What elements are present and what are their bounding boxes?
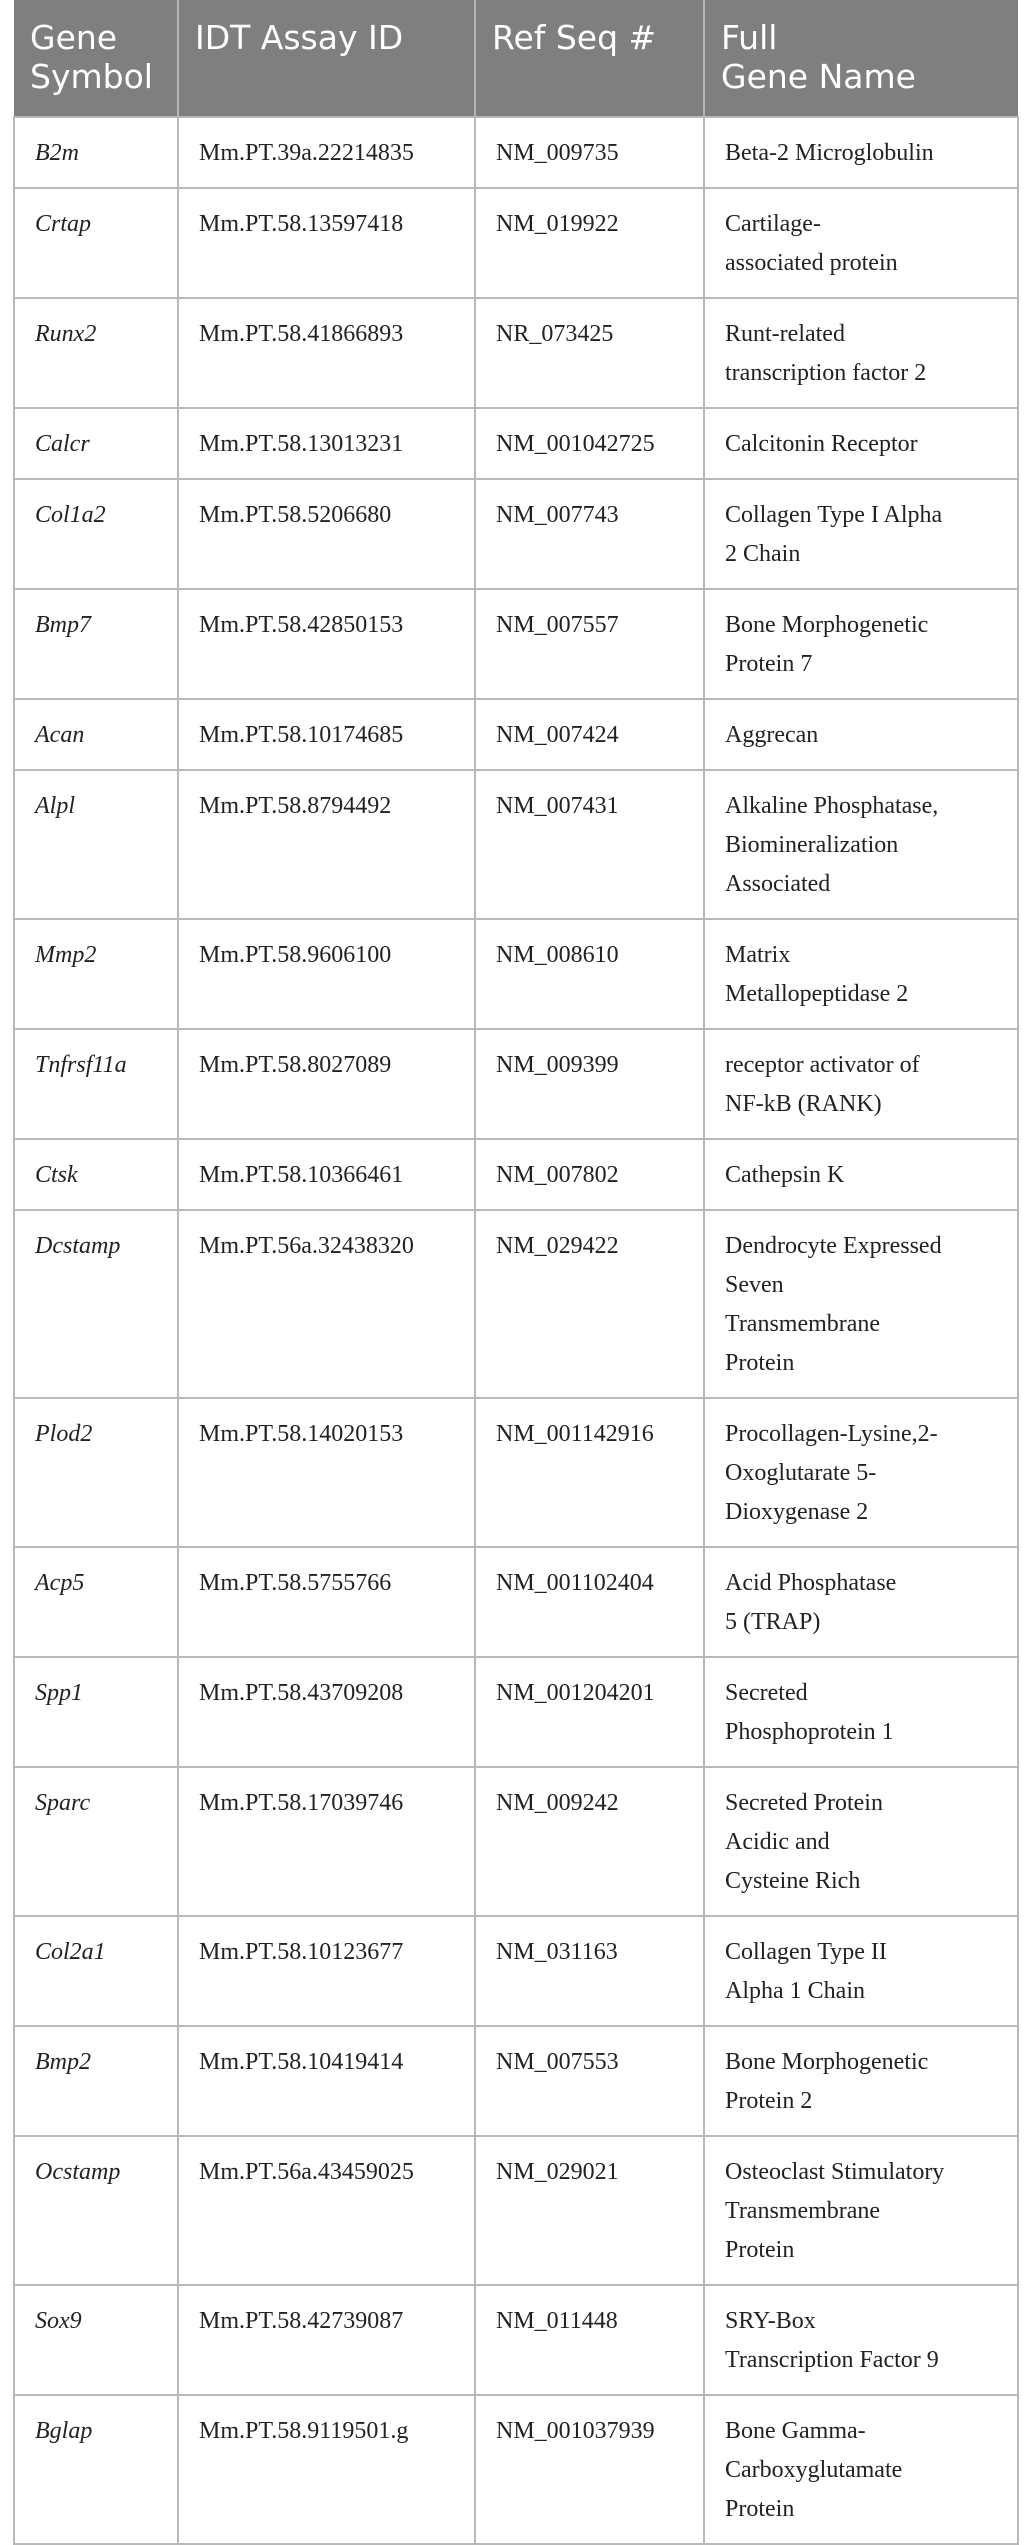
header-line: Gene Name	[721, 57, 916, 96]
table-row	[14, 408, 1018, 479]
gene-symbol-cell: Runx2	[14, 298, 178, 408]
table-row	[14, 1139, 1018, 1210]
ref-seq-cell: NM_007424	[475, 699, 704, 770]
gene-name-line: Seven	[725, 1272, 784, 1298]
header-gene-symbol	[14, 0, 178, 117]
gene-symbol-cell: Sparc	[14, 1767, 178, 1916]
gene-symbol-cell: Plod2	[14, 1398, 178, 1547]
full-gene-name-cell	[704, 1398, 1018, 1547]
gene-name-line: Bone Gamma-	[725, 2418, 866, 2444]
table-row	[14, 298, 1018, 408]
gene-symbol-cell: Dcstamp	[14, 1210, 178, 1398]
ref-seq-cell: NM_029422	[475, 1210, 704, 1398]
gene-symbol-cell: Sox9	[14, 2285, 178, 2395]
gene-symbol-cell: Acp5	[14, 1547, 178, 1657]
gene-name-line: Procollagen-Lysine,2-	[725, 1421, 938, 1447]
assay-id-cell: Mm.PT.58.10174685	[178, 699, 475, 770]
assay-id-cell: Mm.PT.58.42739087	[178, 2285, 475, 2395]
gene-name-line: Dendrocyte Expressed	[725, 1233, 942, 1259]
full-gene-name-cell	[704, 1139, 1018, 1210]
gene-symbol-cell: Mmp2	[14, 919, 178, 1029]
gene-symbol-cell: Alpl	[14, 770, 178, 919]
gene-name-line: Beta-2 Microglobulin	[725, 140, 934, 166]
gene-symbol-cell: Calcr	[14, 408, 178, 479]
gene-name-line: Osteoclast Stimulatory	[725, 2159, 945, 2185]
table-body	[14, 117, 1018, 2544]
full-gene-name-cell	[704, 408, 1018, 479]
full-gene-name-cell	[704, 919, 1018, 1029]
ref-seq-cell: NM_001037939	[475, 2395, 704, 2544]
gene-name-line: Oxoglutarate 5-	[725, 1460, 877, 1486]
table-row	[14, 1210, 1018, 1398]
gene-name-line: Protein 2	[725, 2088, 813, 2114]
table-row	[14, 770, 1018, 919]
gene-symbol-cell: Ocstamp	[14, 2136, 178, 2285]
full-gene-name-cell	[704, 589, 1018, 699]
header-line: Full	[721, 18, 778, 57]
table-row	[14, 479, 1018, 589]
assay-id-cell: Mm.PT.58.10419414	[178, 2026, 475, 2136]
table-row	[14, 2285, 1018, 2395]
gene-name-line: Acid Phosphatase	[725, 1570, 897, 1596]
table-row	[14, 1767, 1018, 1916]
assay-id-cell: Mm.PT.58.10366461	[178, 1139, 475, 1210]
header-line: Gene	[30, 18, 118, 57]
gene-name-line: Dioxygenase 2	[725, 1499, 869, 1525]
ref-seq-cell: NM_011448	[475, 2285, 704, 2395]
ref-seq-cell: NM_001204201	[475, 1657, 704, 1767]
gene-name-line: Biomineralization	[725, 832, 899, 858]
gene-name-line: Secreted	[725, 1680, 808, 1706]
full-gene-name-cell	[704, 2136, 1018, 2285]
full-gene-name-cell	[704, 699, 1018, 770]
gene-assay-table	[13, 0, 1019, 2545]
header-line: Symbol	[30, 57, 153, 96]
ref-seq-cell: NR_073425	[475, 298, 704, 408]
gene-symbol-cell: Col2a1	[14, 1916, 178, 2026]
assay-id-cell: Mm.PT.58.43709208	[178, 1657, 475, 1767]
ref-seq-cell: NM_007553	[475, 2026, 704, 2136]
gene-name-line: Transcription Factor 9	[725, 2347, 939, 2373]
assay-id-cell: Mm.PT.58.8794492	[178, 770, 475, 919]
gene-symbol-cell: Crtap	[14, 188, 178, 298]
ref-seq-cell: NM_001102404	[475, 1547, 704, 1657]
full-gene-name-cell	[704, 188, 1018, 298]
gene-symbol-cell: Bmp7	[14, 589, 178, 699]
gene-name-line: Phosphoprotein 1	[725, 1719, 894, 1745]
ref-seq-cell: NM_029021	[475, 2136, 704, 2285]
gene-name-line: Alkaline Phosphatase,	[725, 793, 939, 819]
table-header	[14, 0, 1018, 117]
gene-name-line: Bone Morphogenetic	[725, 2049, 929, 2075]
gene-name-line: Matrix	[725, 942, 791, 968]
assay-id-cell: Mm.PT.58.5755766	[178, 1547, 475, 1657]
gene-name-line: Associated	[725, 871, 831, 897]
header-line: Ref Seq #	[492, 18, 657, 57]
assay-id-cell: Mm.PT.58.5206680	[178, 479, 475, 589]
full-gene-name-cell	[704, 1916, 1018, 2026]
assay-id-cell: Mm.PT.58.14020153	[178, 1398, 475, 1547]
gene-assay-table-container	[13, 0, 1017, 2545]
ref-seq-cell: NM_019922	[475, 188, 704, 298]
gene-name-line: Protein	[725, 2496, 795, 2522]
table-row	[14, 1029, 1018, 1139]
table-row	[14, 2136, 1018, 2285]
assay-id-cell: Mm.PT.56a.32438320	[178, 1210, 475, 1398]
full-gene-name-cell	[704, 2285, 1018, 2395]
full-gene-name-cell	[704, 1210, 1018, 1398]
table-row	[14, 2395, 1018, 2544]
full-gene-name-cell	[704, 298, 1018, 408]
ref-seq-cell: NM_007431	[475, 770, 704, 919]
gene-name-line: Protein 7	[725, 651, 813, 677]
assay-id-cell: Mm.PT.58.17039746	[178, 1767, 475, 1916]
ref-seq-cell: NM_007802	[475, 1139, 704, 1210]
gene-name-line: Metallopeptidase 2	[725, 981, 909, 1007]
full-gene-name-cell	[704, 479, 1018, 589]
gene-name-line: transcription factor 2	[725, 360, 927, 386]
gene-symbol-cell: Bmp2	[14, 2026, 178, 2136]
gene-symbol-cell: Bglap	[14, 2395, 178, 2544]
assay-id-cell: Mm.PT.58.10123677	[178, 1916, 475, 2026]
ref-seq-cell: NM_031163	[475, 1916, 704, 2026]
gene-name-line: 5 (TRAP)	[725, 1609, 821, 1635]
gene-symbol-cell: Col1a2	[14, 479, 178, 589]
gene-name-line: receptor activator of	[725, 1052, 920, 1078]
table-row	[14, 699, 1018, 770]
gene-name-line: Transmembrane	[725, 2198, 881, 2224]
assay-id-cell: Mm.PT.58.13597418	[178, 188, 475, 298]
gene-name-line: Aggrecan	[725, 722, 819, 748]
assay-id-cell: Mm.PT.58.41866893	[178, 298, 475, 408]
gene-name-line: Cathepsin K	[725, 1162, 845, 1188]
gene-name-line: NF-kB (RANK)	[725, 1091, 882, 1117]
table-row	[14, 1398, 1018, 1547]
table-row	[14, 2026, 1018, 2136]
header-row	[14, 0, 1018, 117]
full-gene-name-cell	[704, 117, 1018, 188]
assay-id-cell: Mm.PT.56a.43459025	[178, 2136, 475, 2285]
gene-name-line: associated protein	[725, 250, 898, 276]
full-gene-name-cell	[704, 770, 1018, 919]
ref-seq-cell: NM_007557	[475, 589, 704, 699]
table-row	[14, 919, 1018, 1029]
ref-seq-cell: NM_007743	[475, 479, 704, 589]
gene-name-line: Collagen Type II	[725, 1939, 887, 1965]
ref-seq-cell: NM_001042725	[475, 408, 704, 479]
gene-symbol-cell: Spp1	[14, 1657, 178, 1767]
gene-name-line: 2 Chain	[725, 541, 801, 567]
gene-name-line: Alpha 1 Chain	[725, 1978, 865, 2004]
gene-name-line: Cartilage-	[725, 211, 821, 237]
full-gene-name-cell	[704, 2395, 1018, 2544]
assay-id-cell: Mm.PT.58.9119501.g	[178, 2395, 475, 2544]
ref-seq-cell: NM_009399	[475, 1029, 704, 1139]
assay-id-cell: Mm.PT.58.8027089	[178, 1029, 475, 1139]
assay-id-cell: Mm.PT.39a.22214835	[178, 117, 475, 188]
ref-seq-cell: NM_009735	[475, 117, 704, 188]
table-row	[14, 589, 1018, 699]
gene-name-line: Acidic and	[725, 1829, 830, 1855]
gene-symbol-cell: B2m	[14, 117, 178, 188]
assay-id-cell: Mm.PT.58.42850153	[178, 589, 475, 699]
gene-symbol-cell: Ctsk	[14, 1139, 178, 1210]
full-gene-name-cell	[704, 1657, 1018, 1767]
gene-symbol-cell: Tnfrsf11a	[14, 1029, 178, 1139]
full-gene-name-cell	[704, 1547, 1018, 1657]
gene-name-line: Transmembrane	[725, 1311, 881, 1337]
table-row	[14, 188, 1018, 298]
header-idt-assay-id	[178, 0, 475, 117]
table-row	[14, 117, 1018, 188]
full-gene-name-cell	[704, 1767, 1018, 1916]
gene-name-line: Collagen Type I Alpha	[725, 502, 943, 528]
gene-name-line: Runt-related	[725, 321, 845, 347]
gene-name-line: Secreted Protein	[725, 1790, 883, 1816]
gene-name-line: Bone Morphogenetic	[725, 612, 929, 638]
gene-name-line: Protein	[725, 2237, 795, 2263]
table-row	[14, 1916, 1018, 2026]
full-gene-name-cell	[704, 2026, 1018, 2136]
gene-name-line: Calcitonin Receptor	[725, 431, 918, 457]
ref-seq-cell: NM_008610	[475, 919, 704, 1029]
gene-name-line: Carboxyglutamate	[725, 2457, 903, 2483]
table-row	[14, 1547, 1018, 1657]
ref-seq-cell: NM_009242	[475, 1767, 704, 1916]
gene-name-line: Protein	[725, 1350, 795, 1376]
ref-seq-cell: NM_001142916	[475, 1398, 704, 1547]
assay-id-cell: Mm.PT.58.9606100	[178, 919, 475, 1029]
header-line: IDT Assay ID	[195, 18, 404, 57]
full-gene-name-cell	[704, 1029, 1018, 1139]
table-row	[14, 1657, 1018, 1767]
header-ref-seq	[475, 0, 704, 117]
gene-symbol-cell: Acan	[14, 699, 178, 770]
header-full-gene-name	[704, 0, 1018, 117]
gene-name-line: SRY-Box	[725, 2308, 816, 2334]
gene-name-line: Cysteine Rich	[725, 1868, 861, 1894]
assay-id-cell: Mm.PT.58.13013231	[178, 408, 475, 479]
